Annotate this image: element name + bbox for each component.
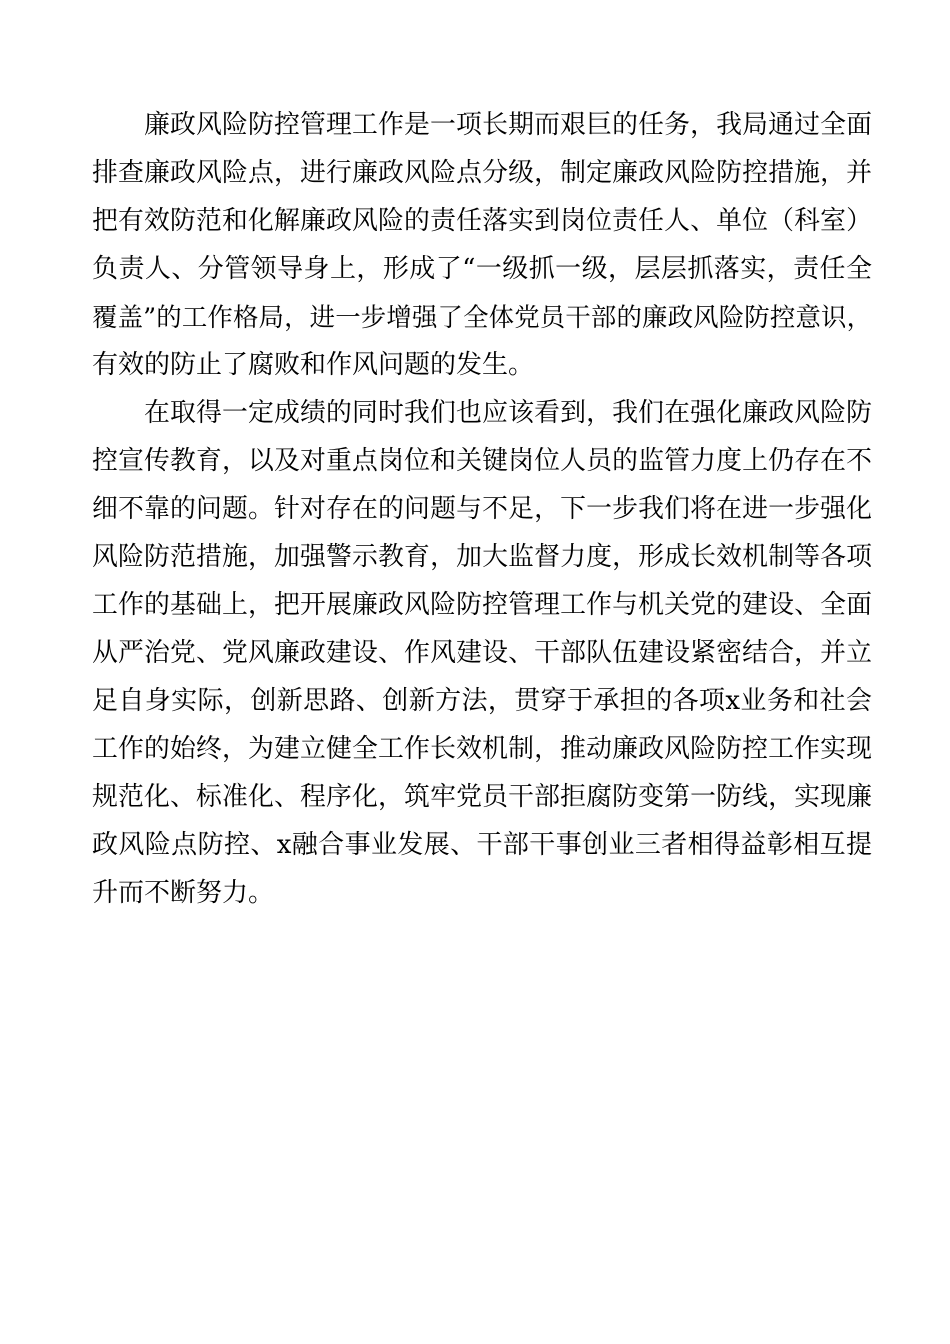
paragraph-line: 控宣传教育，以及对重点岗位和关键岗位人员的监管力度上仍存在不 <box>92 446 872 476</box>
paragraph-line: 工作的基础上，把开展廉政风险防控管理工作与机关党的建设、全面 <box>92 590 872 620</box>
paragraph-1 <box>92 101 872 389</box>
paragraph-line: 细不靠的问题。针对存在的问题与不足，下一步我们将在进一步强化 <box>92 494 872 524</box>
paragraph-line: 在取得一定成绩的同时我们也应该看到，我们在强化廉政风险防 <box>144 398 872 428</box>
paragraph-line: 把有效防范和化解廉政风险的责任落实到岗位责任人、单位（科室） <box>92 206 872 236</box>
paragraph-line: 风险防范措施，加强警示教育，加大监督力度，形成长效机制等各项 <box>92 542 872 572</box>
paragraph-line: 政风险点防控、x融合事业发展、干部干事创业三者相得益彰相互提 <box>92 830 872 860</box>
paragraph-2 <box>92 389 872 917</box>
paragraph-line: 从严治党、党风廉政建设、作风建设、干部队伍建设紧密结合，并立 <box>92 638 872 668</box>
paragraph-line: 工作的始终，为建立健全工作长效机制，推动廉政风险防控工作实现 <box>92 734 872 764</box>
paragraph-line: 覆盖”的工作格局，进一步增强了全体党员干部的廉政风险防控意识， <box>92 302 872 332</box>
paragraph-line: 升而不断努力。 <box>92 878 275 908</box>
paragraph-line: 廉政风险防控管理工作是一项长期而艰巨的任务，我局通过全面 <box>144 110 872 140</box>
paragraph-line: 排查廉政风险点，进行廉政风险点分级，制定廉政风险防控措施，并 <box>92 158 872 188</box>
document-body <box>92 101 872 917</box>
paragraph-line: 足自身实际，创新思路、创新方法，贯穿于承担的各项x业务和社会 <box>92 686 872 716</box>
paragraph-line: 规范化、标准化、程序化，筑牢党员干部拒腐防变第一防线，实现廉 <box>92 782 872 812</box>
paragraph-line: 负责人、分管领导身上，形成了“一级抓一级，层层抓落实，责任全 <box>92 254 872 284</box>
paragraph-line: 有效的防止了腐败和作风问题的发生。 <box>92 350 535 380</box>
